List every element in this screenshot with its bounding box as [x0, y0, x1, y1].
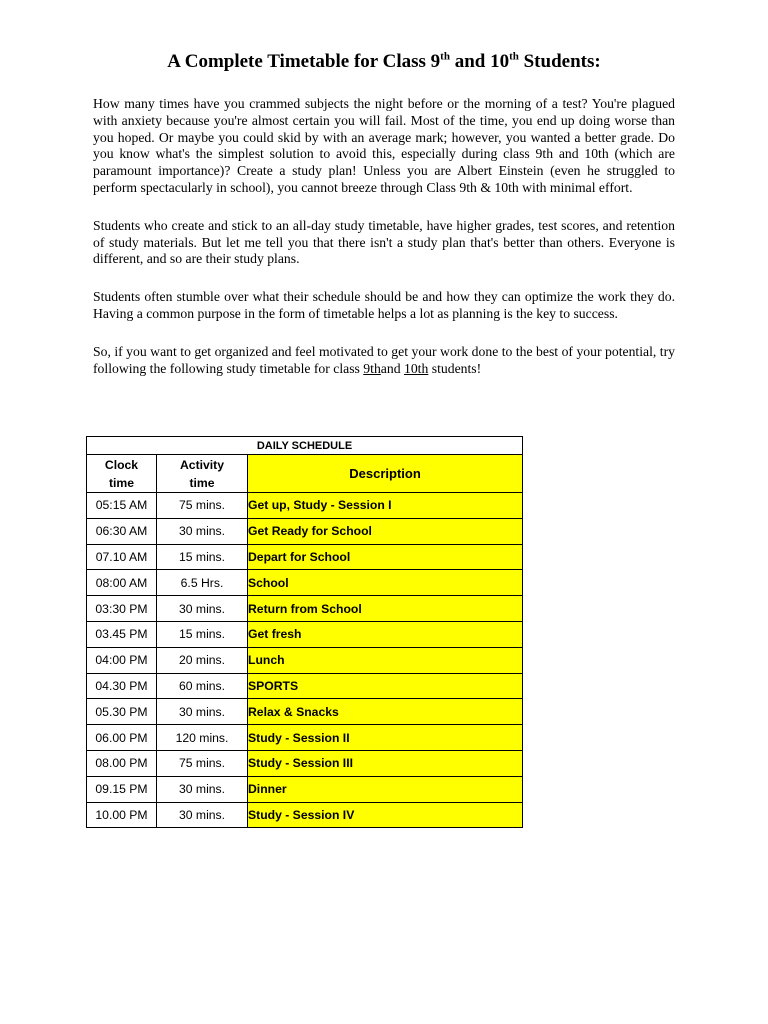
description-cell: Study - Session III: [248, 750, 523, 776]
table-caption: DAILY SCHEDULE: [87, 437, 523, 455]
description-cell: Get Ready for School: [248, 518, 523, 544]
clock-time-cell: 06:30 AM: [87, 518, 157, 544]
paragraph-text: So, if you want to get organized and feel motivated to get your work done to the best of your potential, try following the following study timetable for class: [93, 343, 675, 376]
table-row: [87, 699, 523, 725]
clock-time-cell: 07.10 AM: [87, 544, 157, 570]
clock-time-cell: 05:15 AM: [87, 493, 157, 519]
clock-time-cell: 03.45 PM: [87, 621, 157, 647]
activity-time-cell: 6.5 Hrs.: [157, 570, 248, 596]
underlined-text: 9th: [363, 360, 381, 376]
clock-time-cell: 06.00 PM: [87, 725, 157, 751]
description-cell: Depart for School: [248, 544, 523, 570]
activity-time-cell: 30 mins.: [157, 699, 248, 725]
table-row: [87, 518, 523, 544]
title-superscript: th: [440, 50, 450, 63]
activity-time-cell: 75 mins.: [157, 493, 248, 519]
table-row: [87, 493, 523, 519]
paragraph-4: [93, 344, 675, 378]
document-page: [93, 48, 675, 398]
description-cell: Dinner: [248, 776, 523, 802]
description-cell: Study - Session IV: [248, 802, 523, 828]
clock-time-cell: 08.00 PM: [87, 750, 157, 776]
description-cell: School: [248, 570, 523, 596]
table-row: [87, 802, 523, 828]
table-row: [87, 647, 523, 673]
table-row: [87, 725, 523, 751]
daily-schedule-table: [86, 436, 523, 828]
paragraph-text: students!: [428, 360, 482, 376]
clock-time-cell: 03:30 PM: [87, 596, 157, 622]
activity-time-cell: 15 mins.: [157, 621, 248, 647]
title-text: Students:: [518, 51, 601, 72]
table-row: [87, 621, 523, 647]
paragraph-2: Students who create and stick to an all-day study timetable, have higher grades, test scores, and retention of study materials. But let me tell you that there isn't a study plan that's better than others. Everyone is different, and so are their study plans.: [93, 217, 675, 267]
clock-time-cell: 10.00 PM: [87, 802, 157, 828]
description-cell: SPORTS: [248, 673, 523, 699]
clock-time-cell: 08:00 AM: [87, 570, 157, 596]
description-cell: Study - Session II: [248, 725, 523, 751]
title-text: and 10: [449, 51, 510, 72]
paragraph-3: Students often stumble over what their schedule should be and how they can optimize the work they do. Having a common purpose in the form of timetable helps a lot as planning is the key to success.: [93, 289, 675, 321]
description-cell: Lunch: [248, 647, 523, 673]
activity-time-cell: 60 mins.: [157, 673, 248, 699]
table-row: [87, 750, 523, 776]
activity-time-cell: 30 mins.: [157, 596, 248, 622]
activity-time-cell: 75 mins.: [157, 750, 248, 776]
table-row: [87, 596, 523, 622]
description-cell: Return from School: [248, 596, 523, 622]
paragraph-text: and: [380, 360, 404, 376]
description-cell: Relax & Snacks: [248, 699, 523, 725]
table-row: [87, 544, 523, 570]
clock-time-cell: 09.15 PM: [87, 776, 157, 802]
clock-time-cell: 05.30 PM: [87, 699, 157, 725]
title-superscript: th: [509, 50, 519, 63]
clock-time-cell: 04:00 PM: [87, 647, 157, 673]
table-row: [87, 673, 523, 699]
column-header-activity-time: Activity time: [157, 455, 248, 493]
description-cell: Get fresh: [248, 621, 523, 647]
title-text: A Complete Timetable for Class 9: [167, 51, 441, 72]
document-title: [93, 48, 675, 76]
column-header-clock-time: Clock time: [87, 455, 157, 493]
clock-time-cell: 04.30 PM: [87, 673, 157, 699]
activity-time-cell: 20 mins.: [157, 647, 248, 673]
activity-time-cell: 120 mins.: [157, 725, 248, 751]
table-row: [87, 570, 523, 596]
activity-time-cell: 15 mins.: [157, 544, 248, 570]
underlined-text: 10th: [403, 360, 429, 376]
activity-time-cell: 30 mins.: [157, 802, 248, 828]
column-header-description: Description: [248, 455, 523, 493]
activity-time-cell: 30 mins.: [157, 776, 248, 802]
activity-time-cell: 30 mins.: [157, 518, 248, 544]
description-cell: Get up, Study - Session I: [248, 493, 523, 519]
paragraph-1: How many times have you crammed subjects the night before or the morning of a test? You're plagued with anxiety because you're almost certain you will fail. Most of the time, you end up doing worse than you hoped. Or maybe you could skid by with an average mark; however, you wanted a better grade. Do you know what's the simplest solution to avoid this, especially during class 9th and 10th (which are paramount importance)? Create a study plan! Unless you are Albert Einstein (even he struggled to perform spectacularly in school), you cannot breeze through Class 9th & 10th with minimal effort.: [93, 96, 675, 195]
table-row: [87, 776, 523, 802]
